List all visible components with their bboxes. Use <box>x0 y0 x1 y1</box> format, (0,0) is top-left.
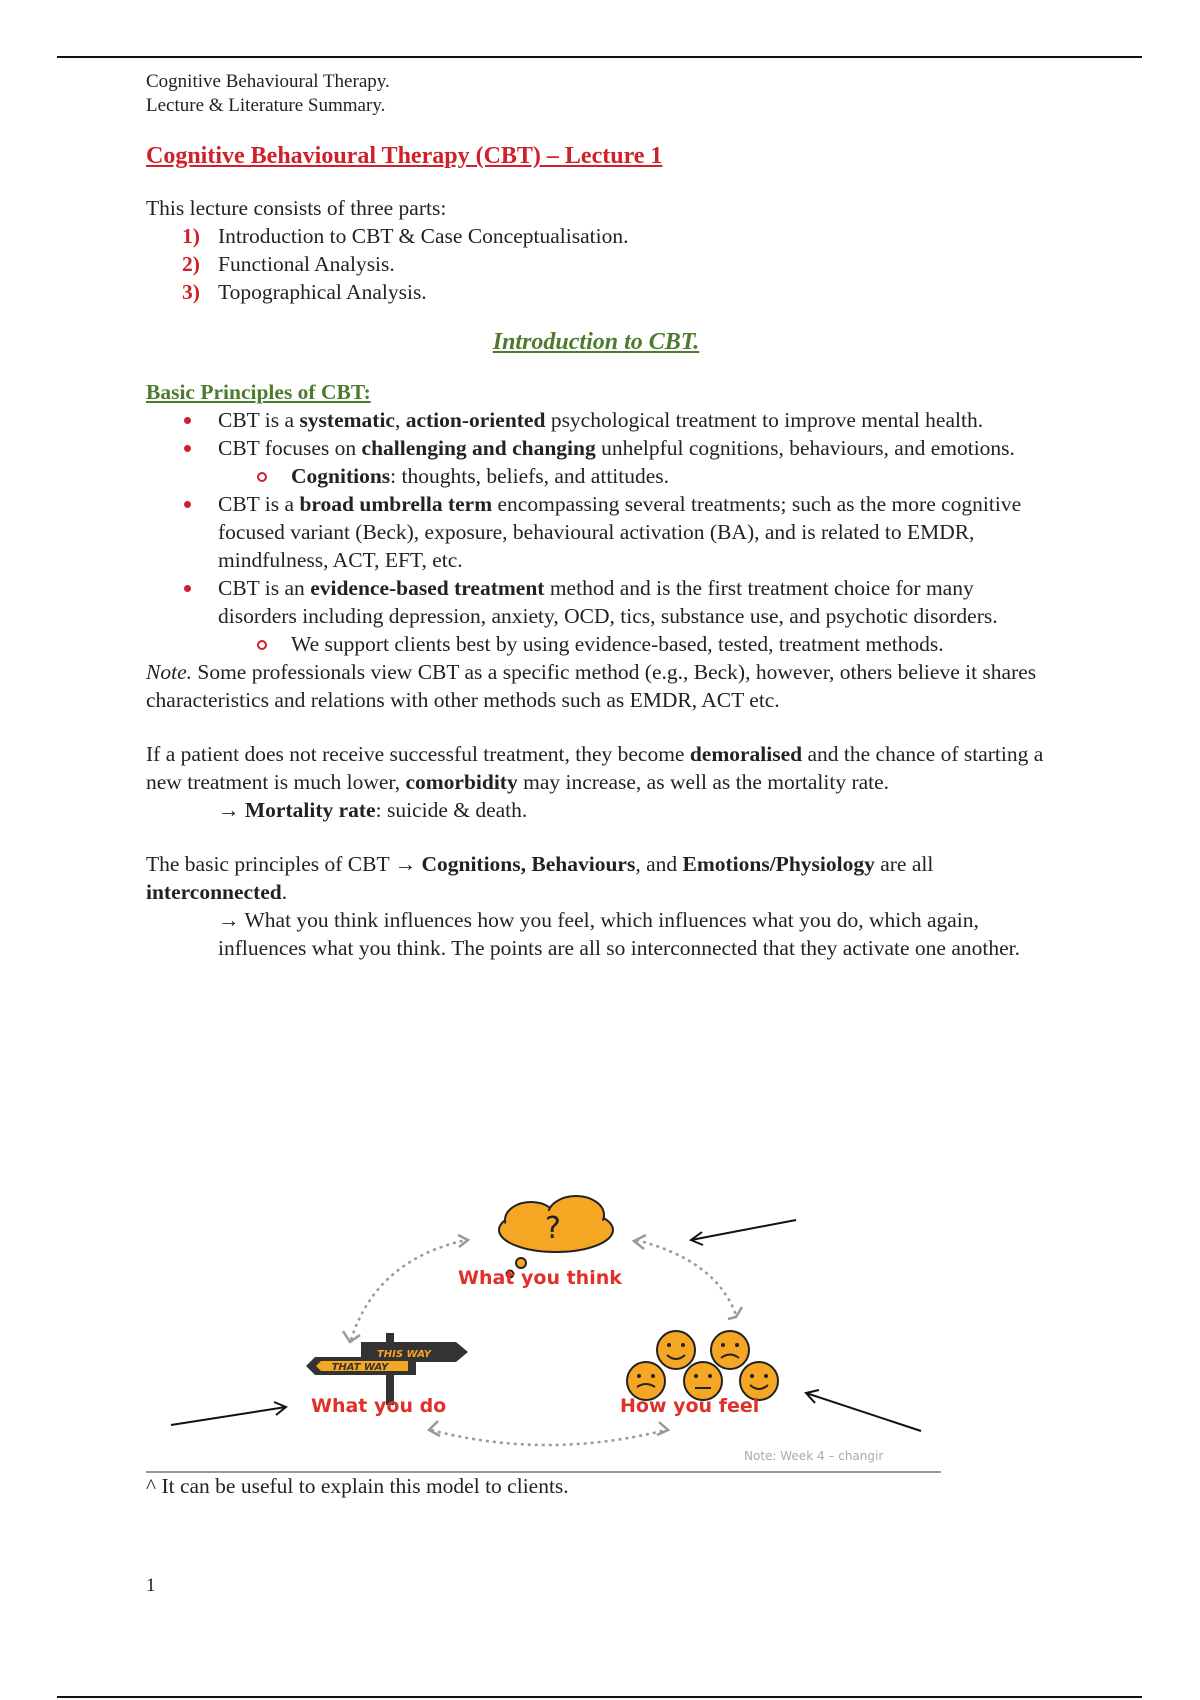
arrow-think-to-do <box>351 1240 466 1340</box>
pointer-arrow-think <box>691 1220 796 1240</box>
question-mark: ? <box>545 1211 561 1246</box>
list-text: Topographical Analysis. <box>218 280 427 304</box>
mortality-line: → Mortality rate: suicide & death. <box>218 798 528 822</box>
list-text: Introduction to CBT & Case Conceptualisation. <box>218 224 629 248</box>
intro-text: This lecture consists of three parts: <box>146 196 447 220</box>
interconnection-detail: → What you think influences how you feel, which influences what you do, which again, influences what you think. The points are all so interconnected that they activate one another. <box>218 908 1021 960</box>
list-item: CBT is a systematic, action-oriented psychological treatment to improve mental health. <box>146 406 1046 434</box>
arrow-do-to-feel <box>431 1430 666 1445</box>
label-what-you-do: What you do <box>311 1395 447 1417</box>
note-label: Note. <box>146 660 192 684</box>
list-item <box>146 222 1046 250</box>
list-number: 1) <box>182 224 200 248</box>
principles-paragraph: The basic principles of CBT → Cognitions, Behaviours, and Emotions/Physiology are all interconnected. <box>146 852 934 904</box>
list-item: Cognitions: thoughts, beliefs, and attitudes. <box>146 462 1046 490</box>
bottom-rule <box>57 1696 1142 1698</box>
thought-cloud-icon <box>499 1196 613 1278</box>
pointer-arrow-do <box>171 1407 286 1425</box>
header-line-1: Cognitive Behavioural Therapy. <box>146 71 390 92</box>
note-paragraph: Note. Some professionals view CBT as a specific method (e.g., Beck), however, others believe it shares characteristics and relations with other methods such as EMDR, ACT etc. <box>146 660 1037 712</box>
label-how-you-feel: How you feel <box>620 1395 760 1417</box>
list-number: 3) <box>182 280 200 304</box>
list-item: CBT is a broad umbrella term encompassing several treatments; such as the more cognitive focused variant (Beck), exposure, behavioural activation (BA), and is related to EMDR, mindfulness, ACT, EFT, etc. <box>146 490 1046 574</box>
sign-this-way: THIS WAY <box>376 1349 432 1360</box>
running-header <box>146 70 1046 118</box>
label-what-you-think: What you think <box>458 1267 622 1289</box>
document-page <box>146 70 1046 962</box>
list-item <box>146 250 1046 278</box>
sign-that-way: THAT WAY <box>331 1362 389 1373</box>
cbt-model-figure <box>146 1185 941 1475</box>
list-number: 2) <box>182 252 200 276</box>
figure-note: Note: Week 4 – changir <box>744 1449 884 1463</box>
subsection-heading: Basic Principles of CBT: <box>146 380 371 404</box>
lecture-title: Cognitive Behavioural Therapy (CBT) – Lecture 1 <box>146 143 663 169</box>
cbt-model-graphic <box>146 1185 941 1475</box>
figure-caption: ^ It can be useful to explain this model to clients. <box>146 1474 569 1498</box>
page-number: 1 <box>146 1575 156 1596</box>
list-item: CBT focuses on challenging and changing unhelpful cognitions, behaviours, and emotions. <box>146 434 1046 462</box>
list-text: Functional Analysis. <box>218 252 395 276</box>
principles-list <box>146 406 1046 658</box>
list-item: CBT is an evidence-based treatment method and is the first treatment choice for many disorders including depression, anxiety, OCD, tics, substance use, and psychotic disorders. <box>146 574 1046 630</box>
emotion-faces-icon <box>627 1331 778 1400</box>
parts-list <box>146 222 1046 306</box>
demoralised-paragraph: If a patient does not receive successful treatment, they become demoralised and the chance of starting a new treatment is much lower, comorbidity may increase, as well as the mortality rate. <box>146 742 1044 794</box>
list-item <box>146 278 1046 306</box>
list-item: We support clients best by using evidence-based, tested, treatment methods. <box>146 630 1046 658</box>
header-line-2: Lecture & Literature Summary. <box>146 95 386 116</box>
section-heading: Introduction to CBT. <box>492 329 700 355</box>
arrow-think-to-feel <box>636 1240 736 1315</box>
top-rule <box>57 56 1142 58</box>
pointer-arrow-feel <box>806 1393 921 1431</box>
